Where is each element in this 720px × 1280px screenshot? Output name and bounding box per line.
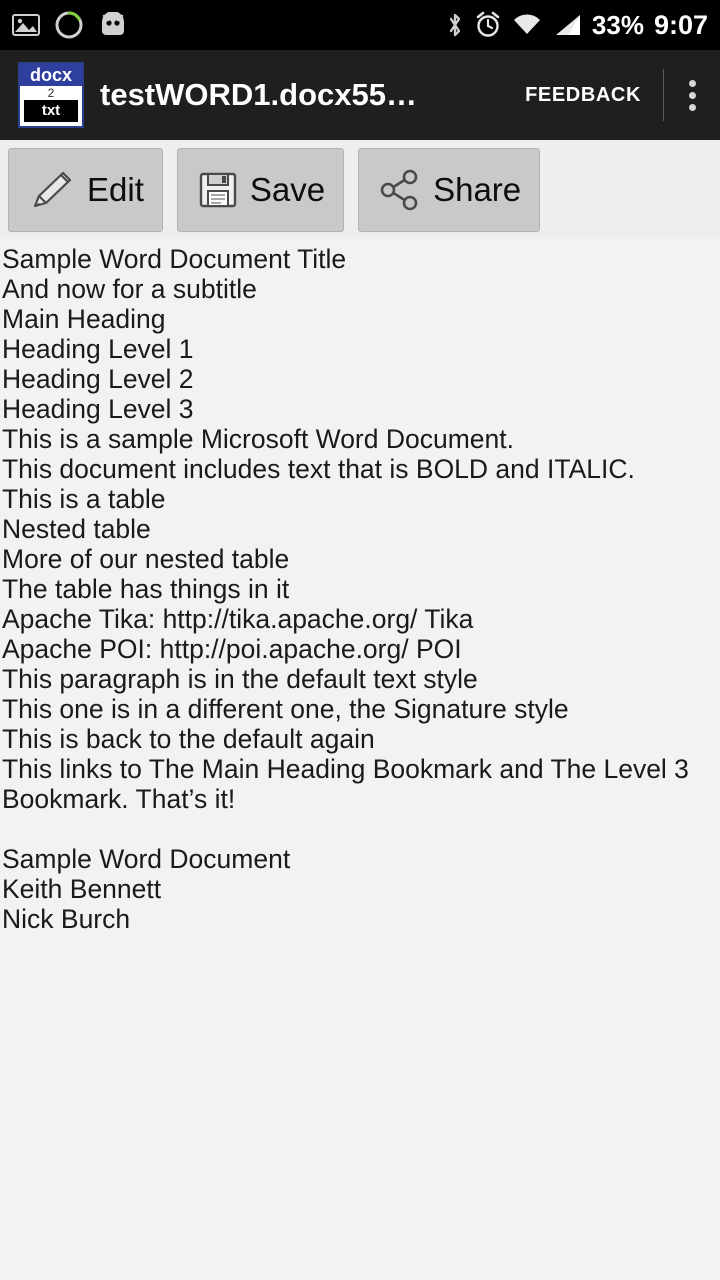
document-line: Nick Burch: [2, 904, 131, 934]
share-icon: [377, 168, 423, 212]
android-head-icon: [98, 12, 128, 38]
action-bar: [0, 50, 720, 140]
document-line: Heading Level 1: [2, 334, 194, 364]
document-line: More of our nested table: [2, 544, 290, 574]
document-line: Main Heading: [2, 304, 166, 334]
feedback-button[interactable]: FEEDBACK: [525, 83, 641, 106]
document-line: And now for a subtitle: [2, 274, 257, 304]
status-bar-right: [446, 10, 708, 41]
app-icon-bottom-label: txt: [24, 100, 78, 122]
save-button[interactable]: [177, 148, 344, 232]
alarm-clock-icon: [474, 11, 502, 39]
document-line: Sample Word Document: [2, 844, 291, 874]
edit-button-label: Edit: [87, 171, 144, 208]
edit-button[interactable]: [8, 148, 163, 232]
share-button[interactable]: [358, 148, 540, 232]
document-line: Heading Level 3: [2, 394, 194, 424]
app-icon-middle-label: 2: [47, 86, 55, 100]
pencil-icon: [27, 166, 77, 214]
document-line: Sample Word Document Title: [2, 244, 347, 274]
document-toolbar: [0, 140, 720, 238]
document-line: This paragraph is in the default text style: [2, 664, 478, 694]
document-line: This document includes text that is BOLD and ITALIC.: [2, 454, 635, 484]
document-line: Nested table: [2, 514, 151, 544]
overflow-dot: [689, 104, 696, 111]
overflow-dot: [689, 92, 696, 99]
document-line: Apache POI: http://poi.apache.org/ POI: [2, 634, 462, 664]
more-options-button[interactable]: [664, 50, 720, 140]
document-line: This is a sample Microsoft Word Document.: [2, 424, 515, 454]
document-line: Apache Tika: http://tika.apache.org/ Tika: [2, 604, 474, 634]
cyanogenmod-circle-icon: [54, 10, 84, 40]
floppy-disk-icon: [196, 168, 240, 212]
bluetooth-icon: [446, 11, 464, 39]
document-line: Keith Bennett: [2, 874, 162, 904]
document-line: This is back to the default again: [2, 724, 375, 754]
image-icon: [12, 13, 40, 37]
document-line: This one is in a different one, the Signature style: [2, 694, 569, 724]
document-line-blank: [2, 814, 720, 844]
save-button-label: Save: [249, 171, 326, 208]
document-line: This is a table: [2, 484, 166, 514]
page-title: testWORD1.docx55…: [100, 77, 417, 112]
share-button-label: Share: [433, 171, 522, 208]
document-line: Heading Level 2: [2, 364, 194, 394]
status-bar: [0, 0, 720, 50]
battery-percentage: 33%: [591, 9, 644, 40]
status-clock: 9:07: [653, 9, 708, 40]
status-bar-left: [12, 10, 446, 40]
app-icon: [18, 62, 84, 128]
signal-icon: [552, 13, 582, 37]
overflow-dot: [689, 80, 696, 87]
document-line: The table has things in it: [2, 574, 290, 604]
app-icon-top-label: docx: [20, 64, 82, 86]
document-line: This links to The Main Heading Bookmark and The Level 3 Bookmark. That’s it!: [2, 754, 697, 814]
wifi-icon: [512, 13, 542, 37]
document-text-area[interactable]: [0, 238, 720, 934]
